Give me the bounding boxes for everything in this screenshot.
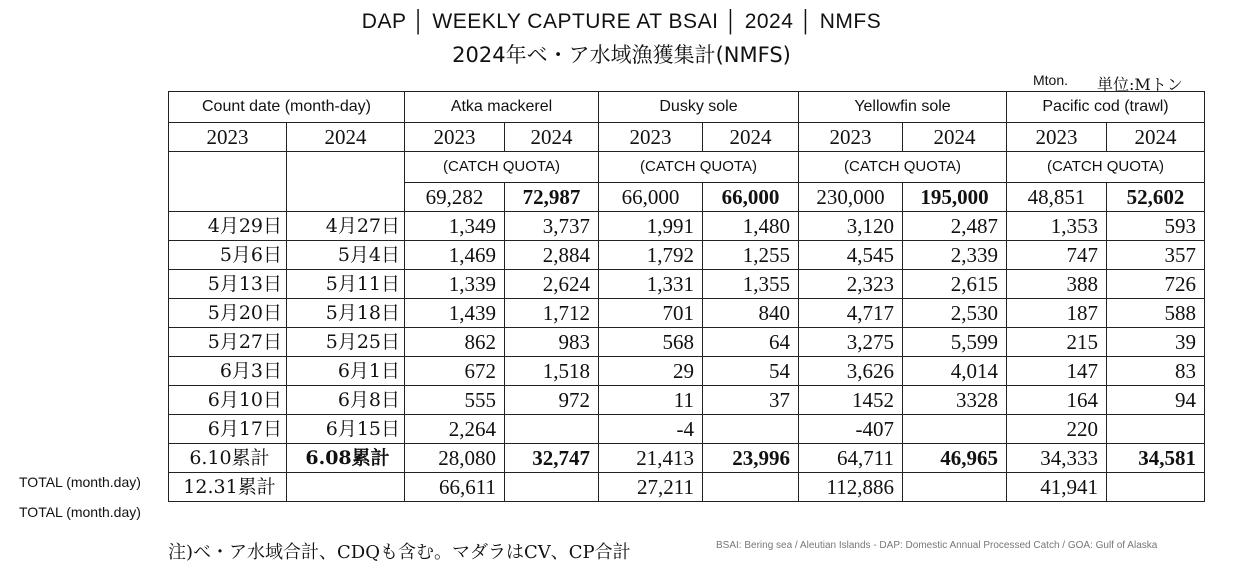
table-row [169,299,1205,328]
value-cell: 747 [1007,241,1107,270]
date-2024-cell: 5月11日 [287,270,405,299]
value-cell [505,415,599,444]
value-cell: 726 [1107,270,1205,299]
quota-cell: 195,000 [903,183,1007,212]
value-cell: 1,712 [505,299,599,328]
value-cell: 215 [1007,328,1107,357]
quota-cell: 52,602 [1107,183,1205,212]
value-cell: 1,518 [505,357,599,386]
total-value-cell: 112,886 [799,473,903,502]
blank-cell [287,152,405,212]
value-cell [1107,415,1205,444]
quota-cell: 66,000 [599,183,703,212]
total-date-2023-cell: 12.31累計 [169,473,287,502]
weekly-data-body [169,212,1205,444]
year-cell: 2023 [405,123,505,152]
date-2023-cell: 5月13日 [169,270,287,299]
value-cell: 83 [1107,357,1205,386]
total-value-cell [703,473,799,502]
total-value-cell [903,473,1007,502]
table-row [169,212,1205,241]
total-value-cell: 66,611 [405,473,505,502]
value-cell: 357 [1107,241,1205,270]
date-2023-cell: 6月17日 [169,415,287,444]
date-2024-cell: 5月25日 [287,328,405,357]
value-cell: 983 [505,328,599,357]
value-cell: 2,624 [505,270,599,299]
value-cell: 388 [1007,270,1107,299]
value-cell: 37 [703,386,799,415]
value-cell: 840 [703,299,799,328]
date-2023-cell: 5月27日 [169,328,287,357]
quota-cell: 72,987 [505,183,599,212]
date-2024-cell: 5月4日 [287,241,405,270]
species-header-pcod: Pacific cod (trawl) [1007,92,1205,123]
table-row [169,415,1205,444]
year-cell: 2023 [599,123,703,152]
value-cell: 1,355 [703,270,799,299]
value-cell: 3,626 [799,357,903,386]
catch-quota-label: (CATCH QUOTA) [1007,152,1205,183]
value-cell: 1452 [799,386,903,415]
table-row [169,357,1205,386]
year-header-row [169,123,1205,152]
species-header-atka: Atka mackerel [405,92,599,123]
value-cell: 672 [405,357,505,386]
date-2024-cell: 6月15日 [287,415,405,444]
value-cell: 1,991 [599,212,703,241]
value-cell: 1,792 [599,241,703,270]
value-cell: 3,120 [799,212,903,241]
date-2023-cell: 5月20日 [169,299,287,328]
year-cell: 2024 [1107,123,1205,152]
total-row [169,473,1205,502]
value-cell: 972 [505,386,599,415]
value-cell: 94 [1107,386,1205,415]
value-cell: 4,545 [799,241,903,270]
quota-cell: 69,282 [405,183,505,212]
value-cell: 11 [599,386,703,415]
value-cell: 39 [1107,328,1205,357]
total-value-cell [505,473,599,502]
value-cell: 1,255 [703,241,799,270]
total-date-2023-cell: 6.10累計 [169,444,287,473]
catch-quota-label-row [169,152,1205,183]
value-cell [903,415,1007,444]
title-japanese: 2024年ベ・ア水域漁獲集計(NMFS) [452,43,791,67]
abbreviation-legend: BSAI: Bering sea / Aleutian Islands - DAP: Domestic Annual Processed Catch / GOA: Gulf of Alaska [716,540,1158,551]
total-value-cell: 34,333 [1007,444,1107,473]
total-value-cell: 41,941 [1007,473,1107,502]
value-cell: 164 [1007,386,1107,415]
value-cell: 1,349 [405,212,505,241]
value-cell: 220 [1007,415,1107,444]
value-cell: 1,439 [405,299,505,328]
value-cell: 862 [405,328,505,357]
table-row [169,241,1205,270]
species-header-yellowfin: Yellowfin sole [799,92,1007,123]
value-cell: 701 [599,299,703,328]
value-cell: 1,331 [599,270,703,299]
year-cell: 2024 [287,123,405,152]
value-cell: 64 [703,328,799,357]
total-value-cell: 64,711 [799,444,903,473]
year-cell: 2023 [169,123,287,152]
total-value-cell [1107,473,1205,502]
value-cell: 568 [599,328,703,357]
year-cell: 2024 [505,123,599,152]
value-cell: 29 [599,357,703,386]
year-cell: 2023 [1007,123,1107,152]
total-value-cell: 23,996 [703,444,799,473]
total-date-2024-cell: 6.08累計 [287,444,405,473]
footnote: 注)ベ・ア水域合計、CDQも含む。マダラはCV、CP合計 [168,542,631,563]
catch-quota-label: (CATCH QUOTA) [405,152,599,183]
date-2024-cell: 4月27日 [287,212,405,241]
unit-label-english: Mton. [1033,72,1069,88]
date-2023-cell: 4月29日 [169,212,287,241]
value-cell: 3328 [903,386,1007,415]
value-cell: 588 [1107,299,1205,328]
quota-cell: 66,000 [703,183,799,212]
value-cell: 5,599 [903,328,1007,357]
value-cell: 187 [1007,299,1107,328]
total-data-body [169,444,1205,502]
catch-table [168,91,1205,502]
value-cell: 555 [405,386,505,415]
value-cell: 2,530 [903,299,1007,328]
blank-cell [169,152,287,212]
value-cell: 2,323 [799,270,903,299]
value-cell: 1,469 [405,241,505,270]
value-cell: 2,264 [405,415,505,444]
total-value-cell: 27,211 [599,473,703,502]
table-row [169,328,1205,357]
count-date-header: Count date (month-day) [169,92,405,123]
total-value-cell: 46,965 [903,444,1007,473]
table-row [169,270,1205,299]
value-cell: 1,339 [405,270,505,299]
value-cell: -4 [599,415,703,444]
total-value-cell: 28,080 [405,444,505,473]
year-cell: 2024 [903,123,1007,152]
total-row-label: TOTAL (month.day) [19,474,141,490]
date-2024-cell: 5月18日 [287,299,405,328]
value-cell: 147 [1007,357,1107,386]
total-value-cell: 34,581 [1107,444,1205,473]
date-2024-cell: 6月1日 [287,357,405,386]
title-english: DAP │ WEEKLY CAPTURE AT BSAI │ 2024 │ NMFS [361,10,882,33]
quota-cell: 48,851 [1007,183,1107,212]
date-2024-cell: 6月8日 [287,386,405,415]
value-cell: 3,275 [799,328,903,357]
total-row [169,444,1205,473]
value-cell: 4,014 [903,357,1007,386]
table-row [169,386,1205,415]
value-cell: 1,353 [1007,212,1107,241]
quota-cell: 230,000 [799,183,903,212]
value-cell: -407 [799,415,903,444]
catch-quota-label: (CATCH QUOTA) [799,152,1007,183]
value-cell [703,415,799,444]
species-header-row [169,92,1205,123]
value-cell: 4,717 [799,299,903,328]
value-cell: 2,884 [505,241,599,270]
catch-quota-label: (CATCH QUOTA) [599,152,799,183]
value-cell: 54 [703,357,799,386]
date-2023-cell: 5月6日 [169,241,287,270]
unit-label-japanese: 単位:Mトン [1097,75,1183,94]
total-value-cell: 21,413 [599,444,703,473]
value-cell: 1,480 [703,212,799,241]
year-cell: 2023 [799,123,903,152]
date-2023-cell: 6月10日 [169,386,287,415]
species-header-dusky: Dusky sole [599,92,799,123]
total-date-2024-cell [287,473,405,502]
value-cell: 2,339 [903,241,1007,270]
value-cell: 3,737 [505,212,599,241]
value-cell: 593 [1107,212,1205,241]
year-cell: 2024 [703,123,799,152]
total-row-label: TOTAL (month.day) [19,504,141,520]
value-cell: 2,615 [903,270,1007,299]
date-2023-cell: 6月3日 [169,357,287,386]
value-cell: 2,487 [903,212,1007,241]
total-value-cell: 32,747 [505,444,599,473]
